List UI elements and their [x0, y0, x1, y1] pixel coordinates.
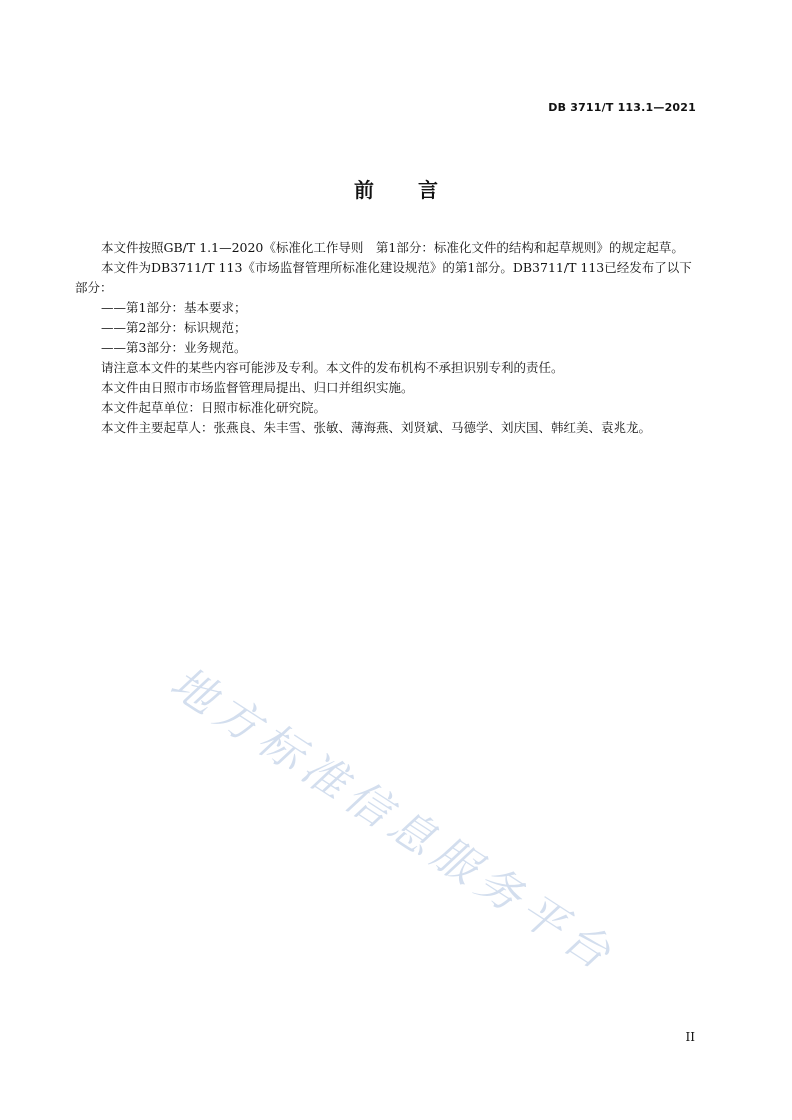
paragraph-proposer: 本文件由日照市市场监督管理局提出、归口并组织实施。	[101, 380, 414, 395]
list-item-part-2: ——第2部分：标识规范；	[101, 320, 247, 335]
paragraph-drafting-unit: 本文件起草单位：日照市标准化研究院。	[101, 400, 327, 415]
paragraph-drafters: 本文件主要起草人：张燕良、朱丰雪、张敏、薄海燕、刘贤斌、马德学、刘庆国、韩红美、袁兆龙。	[101, 420, 652, 435]
paragraph-series-parts: 本文件为DB3711/T 113《市场监督管理所标准化建设规范》的第1部分。DB3711/T 113已经发布了以下部分：	[75, 260, 692, 295]
list-item-part-1: ——第1部分：基本要求；	[101, 300, 247, 315]
page-title	[0, 174, 792, 203]
title-char-2: 言	[418, 178, 438, 202]
paragraph-patent-notice: 请注意本文件的某些内容可能涉及专利。本文件的发布机构不承担识别专利的责任。	[101, 360, 564, 375]
title-char-1: 前	[354, 178, 374, 202]
watermark: 地方标准信息服务平台	[161, 657, 626, 984]
document-id: DB 3711/T 113.1—2021	[548, 101, 696, 114]
page-number: II	[685, 1030, 695, 1044]
paragraph-drafting-rules: 本文件按照GB/T 1.1—2020《标准化工作导则 第1部分：标准化文件的结构和起草规则》的规定起草。	[101, 240, 684, 255]
foreword-body	[75, 238, 701, 438]
list-item-part-3: ——第3部分：业务规范。	[101, 340, 247, 355]
